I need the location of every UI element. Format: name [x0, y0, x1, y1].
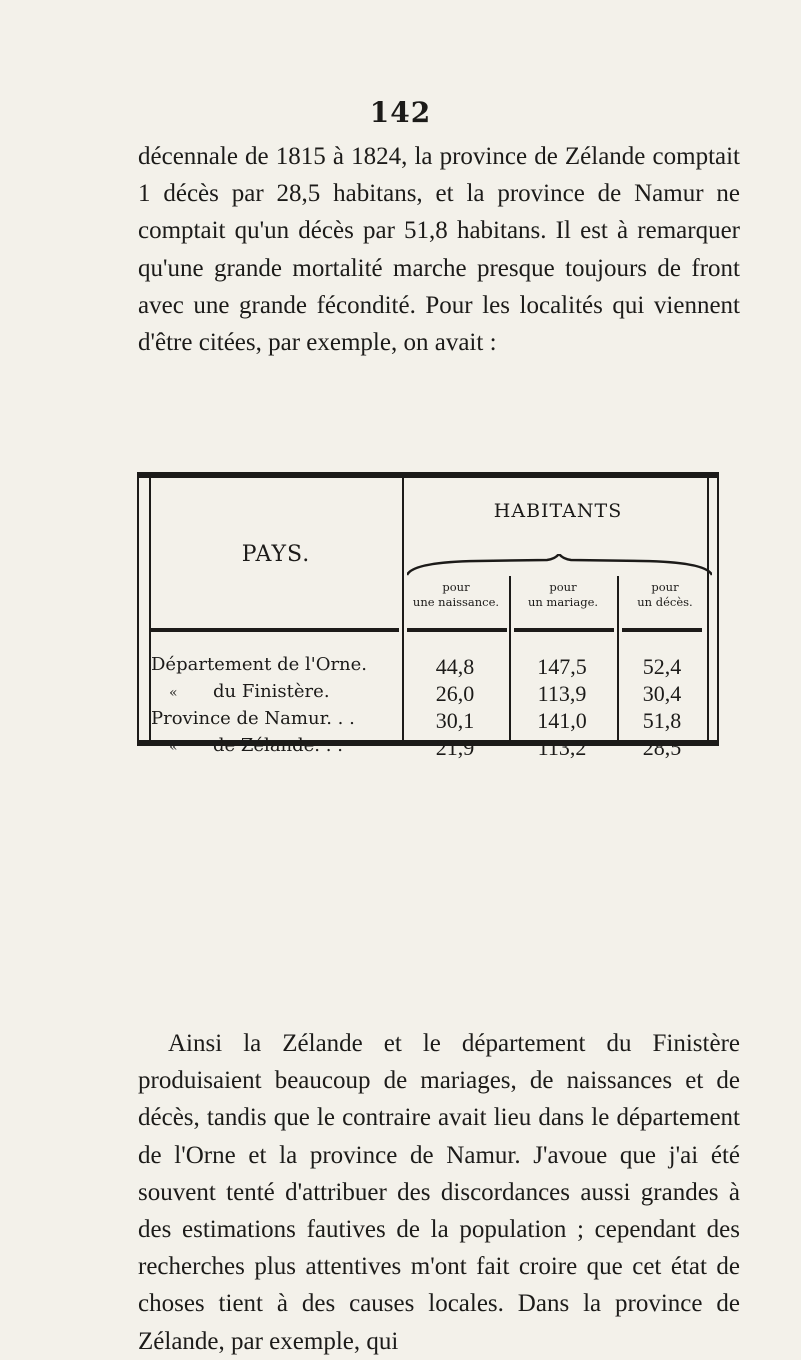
cell-mariage: 141,0 [537, 708, 587, 733]
header-rule [514, 628, 614, 632]
header-rule [407, 628, 507, 632]
cell-deces: 51,8 [642, 708, 682, 733]
cell-naissance: 30,1 [435, 708, 475, 733]
subheader-naissance: pour une naissance. [412, 580, 500, 609]
cell-naissance: 21,9 [435, 735, 475, 760]
row-label: « du Finistère. [169, 681, 330, 702]
subheader-mariage: pour un mariage. [527, 580, 599, 609]
subheader-deces: pour un décès. [637, 580, 693, 609]
row-label: « de Zélande. . . [169, 735, 343, 756]
header-rule [622, 628, 702, 632]
table-row [139, 681, 717, 707]
cell-deces: 28,5 [642, 735, 682, 760]
ditto-mark: « [169, 685, 178, 701]
table-row [139, 654, 717, 680]
cell-mariage: 147,5 [537, 654, 587, 679]
cell-naissance: 44,8 [435, 654, 475, 679]
header-pays: PAYS. [241, 542, 311, 567]
row-label: Département de l'Orne. [151, 654, 368, 675]
table-row [139, 708, 717, 734]
paragraph-conclusion: Ainsi la Zélande et le département du Finistère produisaient beaucoup de mariages, de naissances et de décès, tandis que le contraire avait lieu dans le département de l'Orne et la province de Namur. J'avoue que j'ai été souvent tenté d'attribuer des discordances aussi grandes à des estimations fautives de la population ; cependant des recherches plus attentives m'ont fait croire que cet état de choses tient à des causes locales. Dans la province de Zélande, par exemple, qui [138, 1030, 740, 1355]
table-row [139, 735, 717, 761]
row-label: Province de Namur. . . [151, 708, 355, 729]
cell-deces: 30,4 [642, 681, 682, 706]
ditto-mark: « [169, 739, 178, 755]
cell-mariage: 113,2 [537, 735, 587, 760]
cell-deces: 52,4 [642, 654, 682, 679]
statistics-table [137, 472, 719, 760]
page-number: 142 [369, 96, 432, 129]
cell-mariage: 113,9 [537, 681, 587, 706]
paragraph-intro: décennale de 1815 à 1824, la province de Zélande comptait 1 décès par 28,5 habitans, et la province de Namur ne comptait qu'un décès par 51,8 habitans. Il est à remarquer qu'une grande mortalité marche presque toujours de front avec une grande fécondité. Pour les localités qui viennent d'être citées, par exemple, on avait : [138, 143, 740, 357]
header-rule [151, 628, 399, 632]
cell-naissance: 26,0 [435, 681, 475, 706]
header-brace [407, 554, 712, 576]
header-habitants: HABITANTS [493, 500, 623, 522]
